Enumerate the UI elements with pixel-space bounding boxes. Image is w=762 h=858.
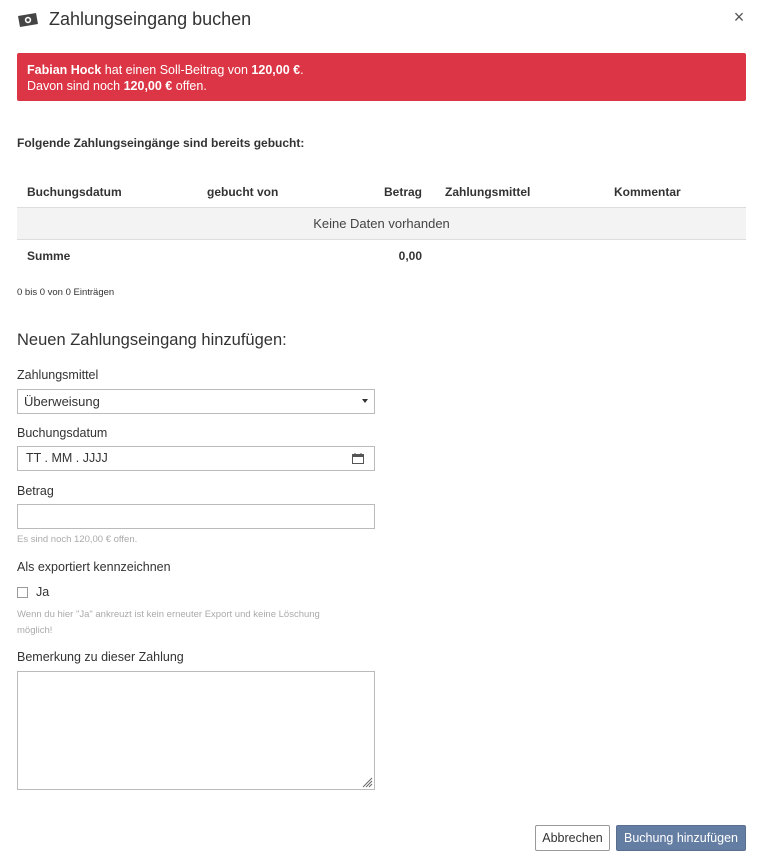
table-sum-row: [17, 240, 746, 272]
exported-help-line-2: möglich!: [17, 625, 53, 636]
exported-checkbox-label[interactable]: Ja: [36, 585, 50, 599]
booking-date-placeholder: TT . MM . JJJJ: [26, 451, 108, 465]
money-icon: [17, 12, 39, 28]
alert-line-1: [27, 62, 736, 78]
payment-method-select[interactable]: [17, 389, 375, 414]
exported-label: Als exportiert kennzeichnen: [17, 560, 171, 574]
col-header-booked-by[interactable]: gebucht von: [207, 185, 279, 199]
modal-title: Zahlungseingang buchen: [49, 9, 252, 29]
alert-line-2: [27, 78, 736, 94]
alert-text: .: [300, 63, 304, 77]
col-header-booking-date[interactable]: Buchungsdatum: [27, 185, 122, 199]
col-header-amount[interactable]: Betrag: [383, 185, 422, 199]
alert-text: hat einen Soll-Beitrag von: [101, 63, 252, 77]
booking-date-label: Buchungsdatum: [17, 426, 108, 440]
sum-label: Summe: [27, 249, 71, 263]
member-name: Fabian Hock: [27, 63, 102, 77]
remark-textarea[interactable]: [17, 671, 375, 790]
amount-input[interactable]: [17, 504, 375, 529]
amount-help: Es sind noch 120,00 € offen.: [17, 534, 138, 545]
open-amount: 120,00 €: [123, 79, 173, 93]
resize-grip-icon[interactable]: [362, 777, 373, 788]
cancel-button[interactable]: Abbrechen: [535, 825, 610, 851]
exported-help-line-1: Wenn du hier "Ja" ankreuzt ist kein erneuter Export und keine Löschung: [17, 609, 320, 620]
payment-method-value: Überweisung: [24, 394, 100, 409]
caret-down-icon: [362, 399, 368, 403]
table-header: [17, 177, 746, 208]
close-icon[interactable]: ×: [733, 7, 745, 27]
alert-text: offen.: [172, 79, 207, 93]
alert-text: Davon sind noch: [27, 79, 124, 93]
col-header-comment[interactable]: Kommentar: [614, 185, 681, 199]
empty-table-message: Keine Daten vorhanden: [17, 208, 746, 240]
calendar-icon[interactable]: [352, 453, 364, 464]
remark-label: Bemerkung zu dieser Zahlung: [17, 650, 184, 664]
exported-help: [17, 607, 320, 639]
modal-header: [0, 0, 762, 40]
entries-info: 0 bis 0 von 0 Einträgen: [17, 287, 115, 298]
col-header-payment-method[interactable]: Zahlungsmittel: [445, 185, 531, 199]
exported-checkbox[interactable]: [17, 587, 28, 598]
payment-method-label: Zahlungsmittel: [17, 368, 99, 382]
debt-alert: [17, 53, 746, 101]
existing-payments-label: Folgende Zahlungseingänge sind bereits gebucht:: [17, 136, 305, 150]
add-booking-button[interactable]: Buchung hinzufügen: [616, 825, 746, 851]
booking-date-input[interactable]: [17, 446, 375, 471]
sum-value: 0,00: [398, 249, 422, 263]
new-payment-title: Neuen Zahlungseingang hinzufügen:: [17, 331, 287, 349]
amount-label: Betrag: [17, 484, 54, 498]
target-amount: 120,00 €: [251, 63, 301, 77]
